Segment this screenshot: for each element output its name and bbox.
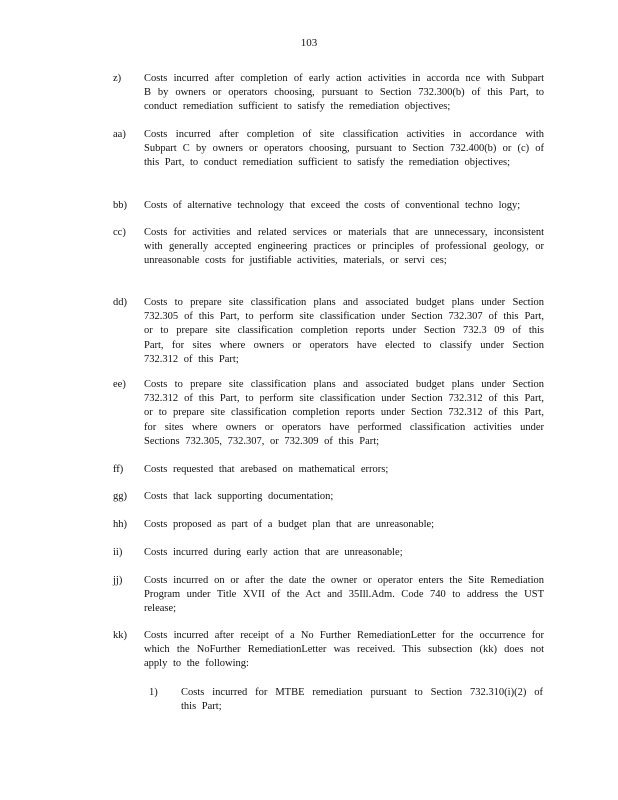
list-item-ee <box>113 378 553 449</box>
item-label: aa) <box>113 129 126 140</box>
page-number: 103 <box>300 37 318 49</box>
item-label: jj) <box>113 575 123 586</box>
list-item-ff <box>113 463 553 477</box>
item-text: Costs for activities and related services or materials that are unnecessary, inconsistent with generally accepted engineering practices or principles of professional geology, or unreasonable costs for justifiable activities, materials, or servi ces; <box>144 227 544 267</box>
list-item-aa <box>113 128 553 171</box>
list-item-z <box>113 72 553 115</box>
item-label: hh) <box>113 519 127 530</box>
item-text: Costs incurred during early action that are unreasonable; <box>144 547 403 558</box>
item-label: bb) <box>113 200 127 211</box>
item-text: Costs incurred on or after the date the owner or operator enters the Site Remediation Program under Title XVII of the Act and 35Ill.Adm. Code 740 to address the UST release; <box>144 575 544 615</box>
item-label: 1) <box>149 687 158 698</box>
item-text: Costs proposed as part of a budget plan that are unreasonable; <box>144 519 435 530</box>
list-item-ii <box>113 546 553 560</box>
item-text: Costs incurred after completion of early action activities in accorda nce with Subpart B by owners or operators choosing, pursuant to Section 732.300(b) of this Part, to conduct remediation sufficient to satisfy the remediation objectives; <box>144 73 544 113</box>
item-text: Costs of alternative technology that exceed the costs of conventional techno logy; <box>144 200 521 211</box>
list-item-gg <box>113 490 553 504</box>
item-label: gg) <box>113 491 127 502</box>
item-label: ff) <box>113 464 124 475</box>
item-label: ii) <box>113 547 123 558</box>
item-label: dd) <box>113 297 127 308</box>
item-text: Costs incurred after receipt of a No Further RemediationLetter for the occurrence for which the NoFurther RemediationLetter was received. This subsection (kk) does not apply to the following: <box>144 630 544 670</box>
list-item-kk <box>113 629 553 672</box>
item-text: Costs requested that arebased on mathematical errors; <box>144 464 389 475</box>
item-label: kk) <box>113 630 127 641</box>
item-label: cc) <box>113 227 126 238</box>
item-label: z) <box>113 73 122 84</box>
item-text: Costs that lack supporting documentation; <box>144 491 334 502</box>
item-text: Costs incurred after completion of site classification activities in accordance with Subpart C by owners or operators choosing, pursuant to Section 732.400(b) or (c) of this Part, to conduct remediation sufficient to satisfy the remediation objectives; <box>144 129 544 169</box>
item-text: Costs incurred for MTBE remediation pursuant to Section 732.310(i)(2) of this Part; <box>181 687 543 713</box>
item-text: Costs to prepare site classification plans and associated budget plans under Section 732.305 of this Part, to perform site classification under Section 732.307 of this Part, or to prepare site classification completion reports under Section 732.3 09 of this Part, for sites where owners or operators have elected to classify under Section 732.312 of this Part; <box>144 297 544 365</box>
item-text: Costs to prepare site classification plans and associated budget plans under Section 732.312 of this Part, to perform site classification under Section 732.312 of this Part, or to prepare site classification completion reports under Section 732.312 of this Part, for sites where owners or operators have performed classification activities under Sections 732.305, 732.307, or 732.309 of this Part; <box>144 379 544 447</box>
list-item-dd <box>113 296 553 367</box>
list-item-jj <box>113 574 553 617</box>
item-label: ee) <box>113 379 126 390</box>
list-item-bb <box>113 199 553 213</box>
sub-list-item-1 <box>149 686 549 714</box>
list-item-cc <box>113 226 553 269</box>
list-item-hh <box>113 518 553 532</box>
